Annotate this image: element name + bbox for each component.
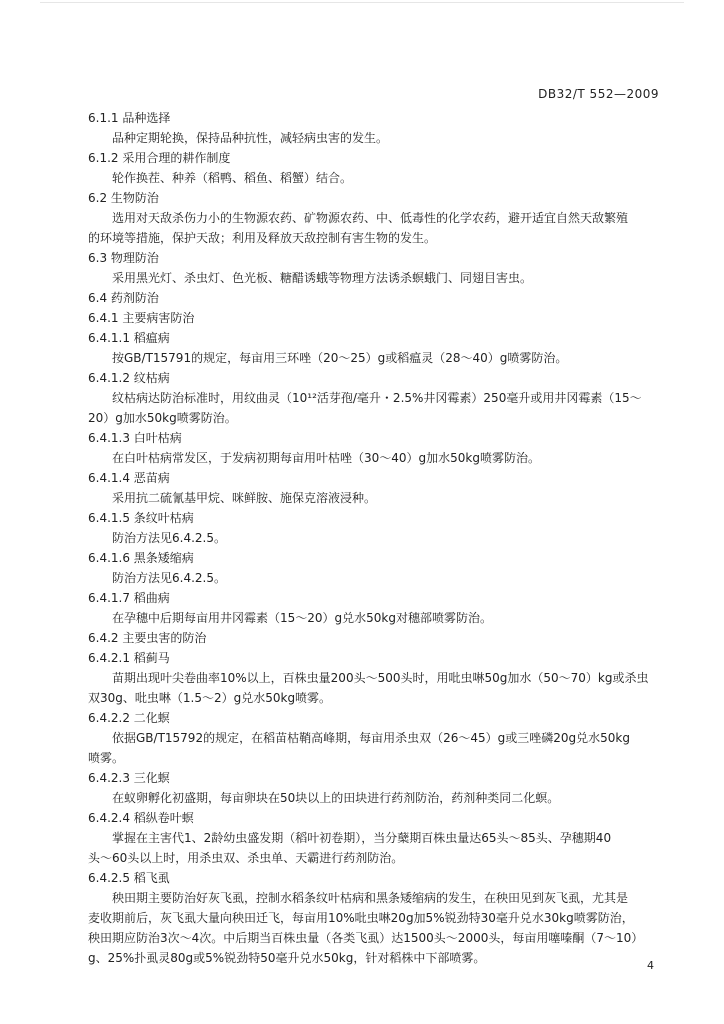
section-heading: 6.4.2.5 稻飞虱 [88, 871, 170, 885]
paragraph-line: 喷雾。 [88, 751, 125, 765]
section-heading: 6.4.1.3 白叶枯病 [88, 431, 182, 445]
section-heading: 6.1.1 品种选择 [88, 111, 171, 125]
paragraph-line: 防治方法见6.4.2.5。 [112, 571, 226, 585]
paragraph-line: 品种定期轮换，保持品种抗性，减轻病虫害的发生。 [112, 131, 389, 145]
section-heading: 6.4.1.5 条纹叶枯病 [88, 511, 194, 525]
top-divider [40, 2, 684, 3]
section-heading: 6.1.2 采用合理的耕作制度 [88, 151, 231, 165]
paragraph-line: 在蚁卵孵化初盛期，每亩卵块在50块以上的田块进行药剂防治，药剂种类同二化螟。 [112, 791, 560, 805]
paragraph-line: 防治方法见6.4.2.5。 [112, 531, 226, 545]
section-heading: 6.4.2.4 稻纵卷叶螟 [88, 811, 194, 825]
section-heading: 6.4.2.3 三化螟 [88, 771, 170, 785]
paragraph-line: 按GB/T15791的规定，每亩用三环唑（20～25）g或稻瘟灵（28～40）g喷雾防治。 [112, 351, 568, 365]
paragraph-line: 依据GB/T15792的规定，在稻苗枯鞘高峰期，每亩用杀虫双（26～45）g或三唑磷20g兑水50kg [112, 731, 630, 745]
section-heading: 6.4.2.1 稻蓟马 [88, 651, 170, 665]
paragraph-line: 采用抗二硫氰基甲烷、咪鲜胺、施保克溶液浸种。 [112, 491, 377, 505]
section-heading: 6.3 物理防治 [88, 251, 159, 265]
section-heading: 6.4.1.4 恶苗病 [88, 471, 170, 485]
section-heading: 6.2 生物防治 [88, 191, 159, 205]
paragraph-line: 20）g加水50kg喷雾防治。 [88, 411, 237, 425]
section-heading: 6.4.1.1 稻瘟病 [88, 331, 170, 345]
document-body [88, 110, 658, 970]
section-heading: 6.4.1 主要病害防治 [88, 311, 195, 325]
paragraph-line: 的环境等措施，保护天敌；利用及释放天敌控制有害生物的发生。 [88, 231, 437, 245]
paragraph-line: 秧田期应防治3次～4次。中后期当百株虫量（各类飞虱）达1500头～2000头，每亩用噻嗪酮（7～10） [88, 931, 644, 945]
section-heading: 6.4.2 主要虫害的防治 [88, 631, 207, 645]
section-heading: 6.4.2.2 二化螟 [88, 711, 170, 725]
section-heading: 6.4.1.2 纹枯病 [88, 371, 170, 385]
paragraph-line: 采用黑光灯、杀虫灯、色光板、糖醋诱蛾等物理方法诱杀螟蛾门、同翅目害虫。 [112, 271, 533, 285]
paragraph-line: 在孕穗中后期每亩用井冈霉素（15～20）g兑水50kg对穗部喷雾防治。 [112, 611, 492, 625]
paragraph-line: 在白叶枯病常发区，于发病初期每亩用叶枯唑（30～40）g加水50kg喷雾防治。 [112, 451, 540, 465]
paragraph-line: 秧田期主要防治好灰飞虱，控制水稻条纹叶枯病和黑条矮缩病的发生，在秧田见到灰飞虱，尤其是 [112, 891, 629, 905]
section-heading: 6.4 药剂防治 [88, 291, 159, 305]
paragraph-line: 双30g、吡虫啉（1.5～2）g兑水50kg喷雾。 [88, 691, 332, 705]
paragraph-line: 麦收期前后，灰飞虱大量向秧田迁飞，每亩用10%吡虫啉20g加5%锐劲特30毫升兑水30kg喷雾防治， [88, 911, 634, 925]
document-code: DB32/T 552—2009 [538, 87, 659, 101]
page-number: 4 [647, 959, 654, 972]
paragraph-line: 掌握在主害代1、2龄幼虫盛发期（稻叶初卷期），当分蘖期百株虫量达65头～85头、孕穗期40 [112, 831, 612, 845]
section-heading: 6.4.1.6 黑条矮缩病 [88, 551, 194, 565]
paragraph-line: 纹枯病达防治标准时，用纹曲灵（10¹²活芽孢/毫升・2.5%井冈霉素）250毫升或用井冈霉素（15～ [112, 391, 642, 405]
paragraph-line: 苗期出现叶尖卷曲率10%以上，百株虫量200头～500头时，用吡虫啉50g加水（50～70）kg或杀虫 [112, 671, 649, 685]
paragraph-line: 选用对天敌杀伤力小的生物源农药、矿物源农药、中、低毒性的化学农药，避开适宜自然天敌繁殖 [112, 211, 629, 225]
paragraph-line: 头～60头以上时，用杀虫双、杀虫单、天霸进行药剂防治。 [88, 851, 404, 865]
section-heading: 6.4.1.7 稻曲病 [88, 591, 170, 605]
paragraph-line: g、25%扑虱灵80g或5%锐劲特50毫升兑水50kg，针对稻株中下部喷雾。 [88, 951, 486, 965]
paragraph-line: 轮作换茬、种养（稻鸭、稻鱼、稻蟹）结合。 [112, 171, 353, 185]
